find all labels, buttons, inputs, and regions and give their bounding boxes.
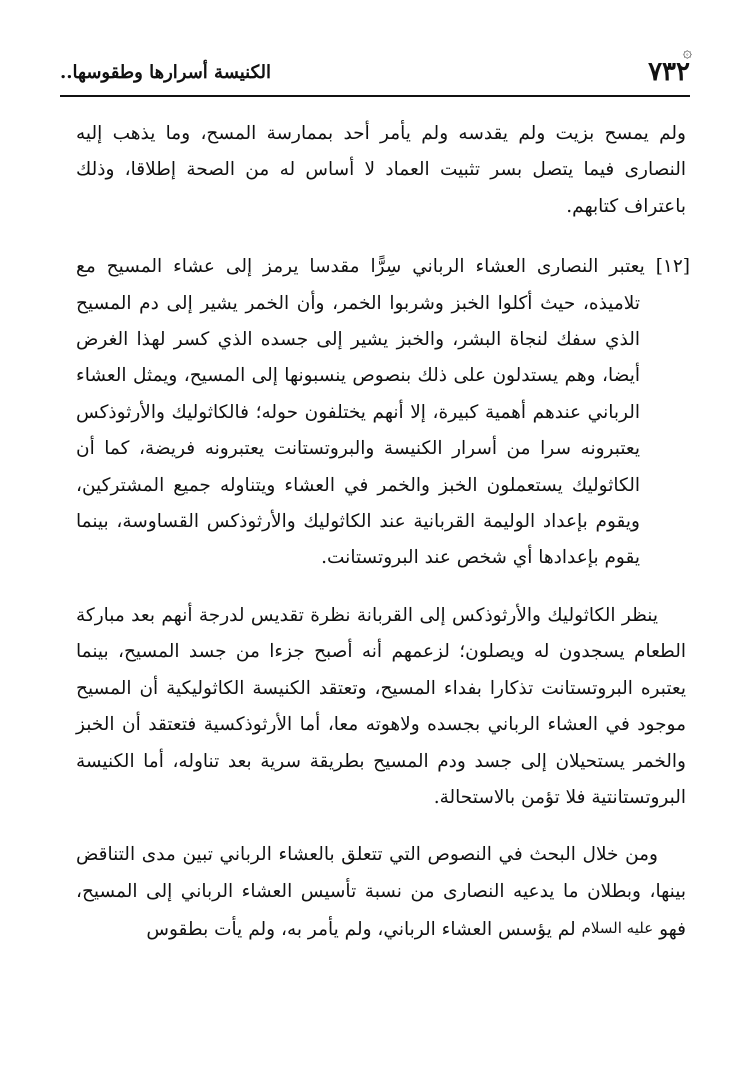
- paragraph-number-marker: [١٢]: [655, 256, 690, 278]
- paragraph-text-end: لم يؤسس العشاء الرباني، ولم يأمر به، ولم يأت بطقوس: [146, 919, 576, 941]
- paragraph-text: يعتبر النصارى العشاء الرباني سِرًّا مقدسا يرمز إلى عشاء المسيح مع تلاميذه، حيث أكلوا الخبز وشربوا الخمر، وأن الخمر يشير إلى دم المسيح الذي سفك لنجاة البشر، والخبز يشير إلى جسده الذي كسر لهذا الغرض أيضا، وهم يستدلون على ذلك بنصوص ينسبونها إلى المسيح، ويمثل العشاء الرباني عندهم أهمية كبيرة، إلا أنهم يختلفون حوله؛ فالكاثوليك والأرثوذكس يعتبرونه سرا من أسرار الكنيسة والبروتستانت يعتبرونه فريضة، كما أن الكاثوليك يستعملون الخبز والخمر في العشاء ويتناوله جميع المشتركين، ويقوم بإعداد الوليمة القربانية عند الكاثوليك والأرثوذكس القساوسة، بينما يقوم بإعدادها أي شخص عند البروتستانت.: [76, 256, 645, 569]
- ornament-icon: ۞: [682, 42, 692, 61]
- honorific-glyph: عليه السلام: [581, 919, 654, 938]
- running-title: الكنيسة أسرارها وطقوسها..: [60, 62, 272, 83]
- page-header: [60, 42, 692, 96]
- paragraph-numbered-12: [76, 249, 690, 577]
- paragraph-eucharist-views: ينظر الكاثوليك والأرثوذكس إلى القربانة نظرة تقديس لدرجة أنهم بعد مباركة الطعام يسجدون له ويصلون؛ لزعمهم أنه أصبح جزءا من جسد المسيح، بينما يعتبره البروتستانت تذكارا بفداء المسيح، وتعتقد الكنيسة الكاثوليكية أن المسيح موجود في العشاء الرباني بجسده ولاهوته معا، أما الأرثوذكسية فتعتقد أن الخبز والخمر يستحيلان إلى جسد ودم المسيح بطريقة سرية بعد تناوله، أما الكنيسة البروتستانتية فلا تؤمن بالاستحالة.: [76, 604, 686, 808]
- paragraph-text-start: ومن خلال البحث في النصوص التي تتعلق بالعشاء الرباني تبين مدى التناقض بينها، وبطلان ما يدعيه النصارى من نسبة تأسيس العشاء الرباني إلى المسيح، فهو: [76, 844, 686, 941]
- paragraph-conclusion: [76, 837, 686, 948]
- header-rule: [60, 95, 690, 97]
- paragraph-continuation: ولم يمسح بزيت ولم يقدسه ولم يأمر أحد بممارسة المسح، وما يذهب إليه النصارى فيما يتصل بسر تثبيت العماد لا أساس له من الصحة إطلاقا، وذلك باعتراف كتابهم.: [76, 123, 686, 217]
- page-body: [76, 116, 690, 970]
- page-number: ٧٣٢: [648, 57, 690, 87]
